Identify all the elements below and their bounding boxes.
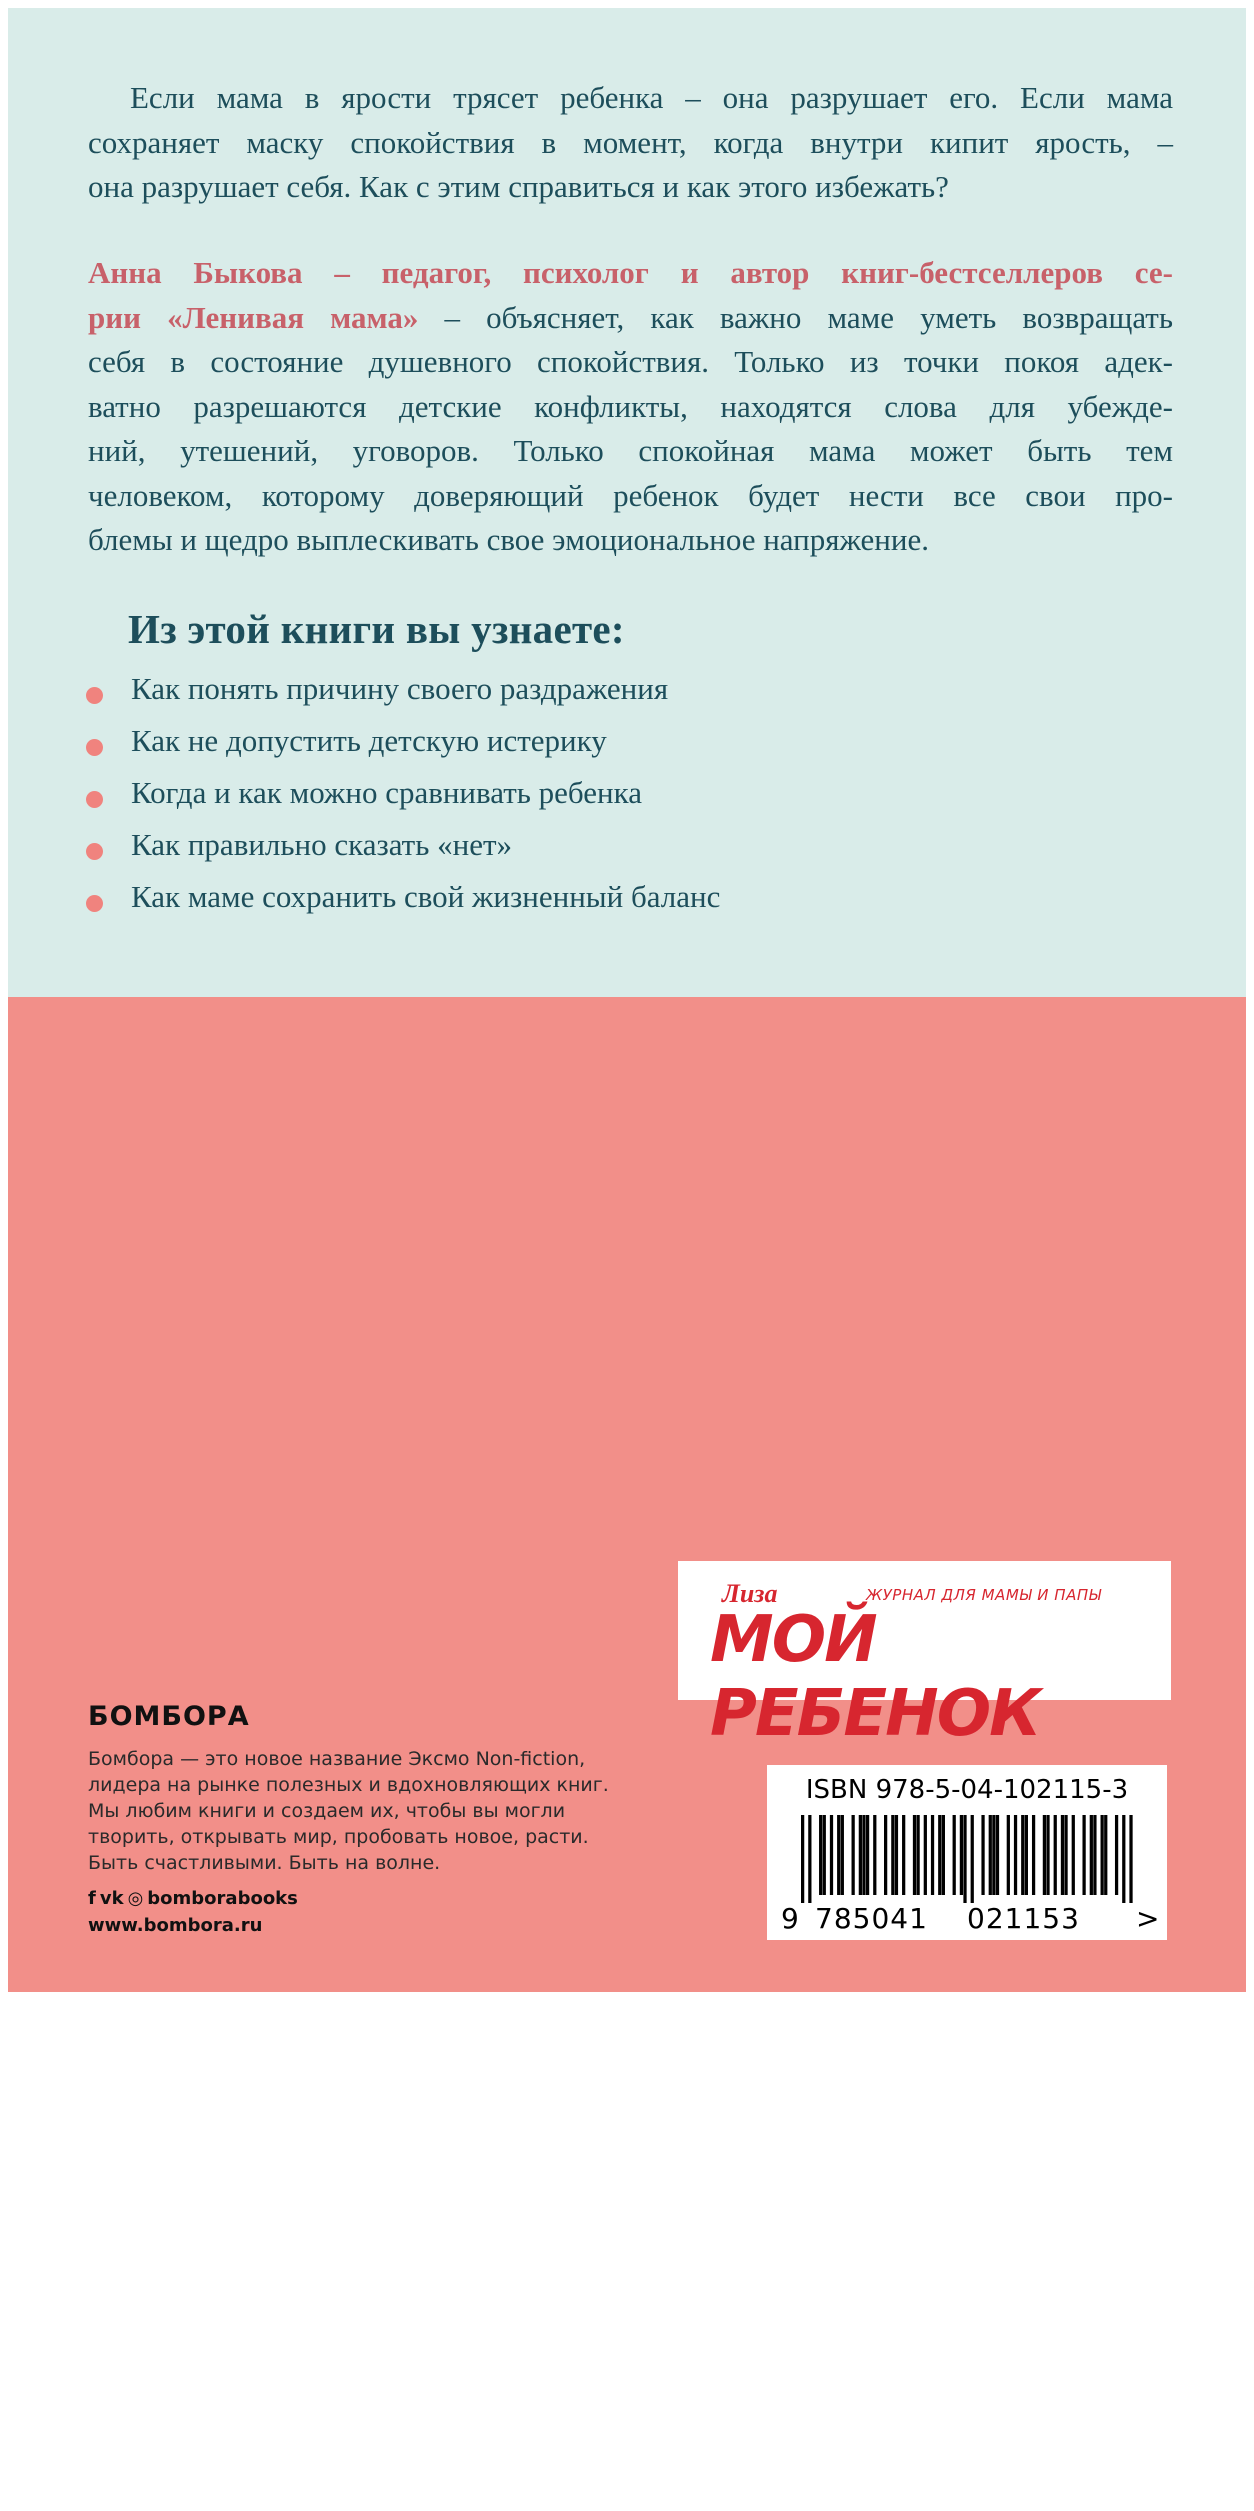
barcode-bar (960, 1815, 963, 1895)
barcode-bar (1064, 1815, 1067, 1895)
barcode-bar (902, 1815, 905, 1895)
publisher-description-line: Бомбора — это новое название Эксмо Non-fiction, (88, 1748, 586, 1770)
publisher-description (88, 1746, 678, 1876)
barcode-digit-first: 9 (781, 1902, 800, 1935)
barcode-bar (823, 1815, 826, 1895)
quote-attribution (771, 2376, 1170, 2511)
series-line-rest: – объясняет, как важно маме уметь возвращать (418, 299, 1173, 335)
barcode-bar (938, 1815, 941, 1895)
magazine-logo (678, 1561, 1171, 1751)
quote-line: «Как часто мамы обращаются к психологам с просьбой помочь (88, 2083, 1173, 2119)
magazine-logo-name: МОЙ РЕБЕНОК (710, 1603, 1040, 1751)
author-paragraph-line: себя в состояние душевного спокойствия. Только из точки покоя адек- (88, 344, 1173, 379)
quote-line: что не смогли сдержаться и сорвались на ребенка. Или сдер- (88, 2173, 1173, 2209)
barcode-bar (1115, 1815, 1118, 1895)
barcode-bar (873, 1815, 876, 1895)
bullet-dot-icon (86, 791, 103, 808)
barcode-bar (981, 1815, 984, 1895)
learn-item-text: Когда и как можно сравнивать ребенка (131, 775, 642, 810)
intro-line: сохраняет маску спокойствия в момент, когда внутри кипит ярость, – (88, 124, 1173, 160)
author-series-line (88, 296, 1173, 341)
instagram-icon[interactable]: ◎ (127, 1888, 144, 1909)
attribution-magazine: «Лиза. Мой ребенок» (863, 2470, 1170, 2506)
author-paragraph-line: ватно разрешаются детские конфликты, находятся слова для убежде- (88, 388, 1173, 424)
barcode-bar (837, 1815, 840, 1895)
barcode-bar (1072, 1815, 1075, 1895)
barcode-bar (841, 1815, 844, 1895)
book-back-cover (8, 8, 1246, 2506)
barcode-bar (866, 1815, 869, 1895)
learn-item-text: Как правильно сказать «нет» (131, 827, 513, 862)
learn-list-item (86, 771, 720, 823)
barcode-bar (819, 1815, 822, 1895)
publisher-website[interactable]: www.bombora.ru (88, 1915, 263, 1936)
learn-list-item (86, 667, 720, 719)
learn-list (86, 667, 720, 927)
author-line: Анна Быкова – педагог, психолог и автор книг-бестселлеров се- (88, 255, 1173, 290)
barcode-bar (1007, 1815, 1010, 1895)
barcode-bar (953, 1815, 956, 1895)
barcode-bar (963, 1815, 966, 1903)
barcode-bar (916, 1815, 919, 1895)
barcode-digit-group2: 021153 (967, 1902, 1080, 1935)
barcode-bar (996, 1815, 999, 1895)
learn-item-text: Как понять причину своего раздражения (131, 671, 669, 706)
learn-item-text: Как маме сохранить свой жизненный баланс (131, 879, 721, 914)
barcode-digit-group1: 785041 (815, 1902, 928, 1935)
bullet-dot-icon (86, 843, 103, 860)
bullet-dot-icon (86, 739, 103, 756)
intro-line: Если мама в ярости трясет ребенка – она разрушает его. Если мама (130, 80, 1173, 115)
barcode-bar (971, 1815, 974, 1903)
barcode-bar (1046, 1815, 1049, 1895)
social-links (88, 1888, 298, 1909)
barcode-bar (891, 1815, 894, 1895)
barcode-bar (884, 1815, 887, 1895)
barcode-bar (1082, 1815, 1085, 1895)
barcode-digit-end: > (1136, 1902, 1161, 1935)
barcode-bar (942, 1815, 945, 1895)
facebook-icon[interactable]: f (88, 1888, 96, 1909)
social-handle[interactable]: bomborabooks (147, 1888, 298, 1909)
author-paragraph-line: блемы и щедро выплескивать свое эмоциональное напряжение. (88, 522, 929, 557)
editor-quote (88, 2079, 1173, 2349)
quote-line: лать? В новой книге Анны Быковой вы найдете ответы на эти (88, 2263, 1173, 2299)
barcode-bar (801, 1815, 804, 1903)
barcode-bar (1093, 1815, 1096, 1895)
barcode-bar (852, 1815, 855, 1895)
quote-line: жались, но не победили внутреннее раздражение. Что же де- (88, 2218, 1173, 2254)
learn-item-text: Как не допустить детскую истерику (131, 723, 607, 758)
barcode-bar (1129, 1815, 1132, 1903)
vk-icon[interactable]: vk (99, 1888, 124, 1909)
barcode-bar (1021, 1815, 1024, 1895)
learn-list-item (86, 719, 720, 771)
barcode-bar (1061, 1815, 1064, 1895)
barcode-bar (862, 1815, 865, 1895)
barcode-bar (992, 1815, 995, 1895)
barcode-bar (830, 1815, 833, 1895)
series-name: рии «Ленивая мама» (88, 299, 419, 335)
barcode-bar (1054, 1815, 1057, 1895)
intro-line: она разрушает себя. Как с этим справиться и как этого избежать? (88, 169, 949, 204)
barcode-bar (1090, 1815, 1093, 1895)
intro-paragraph (88, 76, 1173, 210)
barcode-bar (1025, 1815, 1028, 1895)
bullet-dot-icon (86, 895, 103, 912)
quote-line: им стать спокойнее. Они мучительно переживают из-за того, (88, 2128, 1173, 2164)
publisher-description-line: Быть счастливыми. Быть на волне. (88, 1852, 441, 1874)
publisher-description-line: лидера на рынке полезных и вдохновляющих книг. (88, 1774, 609, 1796)
barcode-bar (1032, 1815, 1035, 1895)
author-paragraph-line: человеком, которому доверяющий ребенок будет нести все свои про- (88, 477, 1173, 513)
quote-line: и многие другие важные для родителей вопросы». (88, 2308, 775, 2344)
attribution-role: главный редактор журнала (771, 2425, 1170, 2461)
learn-list-item (86, 875, 720, 927)
barcode-bar (1122, 1815, 1125, 1903)
isbn-number: ISBN 978-5-04-102115-3 (805, 1775, 1129, 1805)
author-paragraph-line: ний, утешений, уговоров. Только спокойная мама может быть тем (88, 433, 1173, 468)
top-panel (8, 8, 1246, 997)
bullet-dot-icon (86, 687, 103, 704)
publisher-logo: БОМБОРА (88, 1701, 250, 1732)
learn-heading: Из этой книги вы узнаете: (128, 606, 625, 652)
barcode-bar (1043, 1815, 1046, 1895)
publisher-description-line: Мы любим книги и создаем их, чтобы вы могли (88, 1800, 566, 1822)
learn-list-item (86, 823, 720, 875)
barcode-bar (859, 1815, 862, 1895)
barcode-bar (931, 1815, 934, 1895)
barcode-bar (924, 1815, 927, 1895)
barcode-bar (989, 1815, 992, 1895)
barcode-bar (1104, 1815, 1107, 1895)
magazine-logo-small: Лиза (722, 1579, 778, 1608)
magazine-logo-tagline: ЖУРНАЛ ДЛЯ МАМЫ И ПАПЫ (866, 1586, 1102, 1604)
barcode-bar (913, 1815, 916, 1895)
barcode-bar (808, 1815, 811, 1903)
barcode-bar (1014, 1815, 1017, 1895)
barcode-bar (1101, 1815, 1104, 1895)
attribution-name: Елена Гируцкая, (925, 2380, 1170, 2416)
barcode-bar (895, 1815, 898, 1895)
author-paragraph (88, 251, 1173, 563)
publisher-description-line: творить, открывать мир, пробовать новое, расти. (88, 1826, 589, 1848)
barcode-image (801, 1815, 1133, 1903)
isbn-barcode-box (767, 1765, 1167, 1940)
